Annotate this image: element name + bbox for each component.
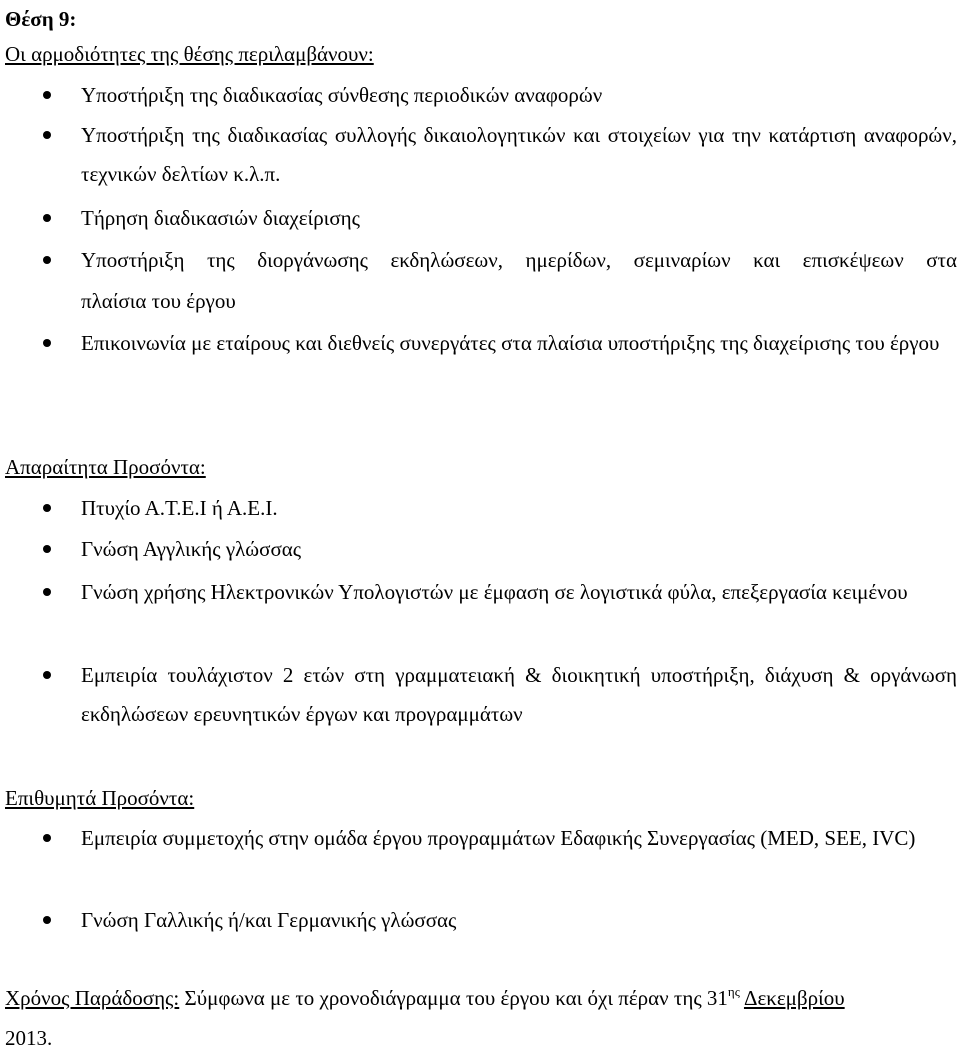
bullet-marker bbox=[43, 131, 51, 139]
bullet-marker bbox=[43, 588, 51, 596]
responsibility-item: Επικοινωνία με εταίρους και διεθνείς συνεργάτες στα πλαίσια υποστήριξης της διαχείρισης του έργου bbox=[81, 331, 940, 355]
desired-item: Γνώση Γαλλικής ή/και Γερμανικής γλώσσας bbox=[81, 908, 457, 932]
bullet-marker bbox=[43, 834, 51, 842]
deadline-month: Δεκεμβρίου bbox=[743, 986, 845, 1010]
deadline-first-line bbox=[5, 985, 845, 1011]
responsibility-item: Τήρηση διαδικασιών διαχείρισης bbox=[81, 206, 360, 230]
required-heading: Απαραίτητα Προσόντα: bbox=[5, 455, 206, 479]
responsibility-item-line2: πλαίσια του έργου bbox=[81, 289, 236, 313]
bullet-marker bbox=[43, 545, 51, 553]
responsibility-item-line1: Υποστήριξη της διοργάνωσης εκδηλώσεων, ημερίδων, σεμιναρίων και επισκέψεων στα bbox=[81, 248, 957, 272]
deadline-text-before: Σύμφωνα με το χρονοδιάγραμμα του έργου και όχι πέραν της 31 bbox=[184, 986, 728, 1010]
bullet-marker bbox=[43, 214, 51, 222]
required-item: Εμπειρία τουλάχιστον 2 ετών στη γραμματειακή & διοικητική υποστήριξη, διάχυση & οργάνωση εκδηλώσεων ερευνητικών έργων και προγραμμάτων bbox=[81, 663, 957, 726]
deadline-line bbox=[5, 985, 957, 1011]
required-item: Γνώση χρήσης Ηλεκτρονικών Υπολογιστών με έμφαση σε λογιστικά φύλα, επεξεργασία κειμένου bbox=[81, 580, 908, 604]
bullet-marker bbox=[43, 91, 51, 99]
desired-heading: Επιθυμητά Προσόντα: bbox=[5, 786, 195, 810]
required-item: Πτυχίο Α.Τ.Ε.Ι ή Α.Ε.Ι. bbox=[81, 496, 278, 520]
bullet-marker bbox=[43, 916, 51, 924]
responsibility-item: Υποστήριξη της διαδικασίας σύνθεσης περιοδικών αναφορών bbox=[81, 83, 603, 107]
deadline-year: 2013. bbox=[5, 1026, 53, 1050]
required-item: Γνώση Αγγλικής γλώσσας bbox=[81, 537, 302, 561]
responsibilities-heading: Οι αρμοδιότητες της θέσης περιλαμβάνουν: bbox=[5, 42, 374, 66]
deadline-superscript: ης bbox=[727, 984, 740, 999]
desired-item: Εμπειρία συμμετοχής στην ομάδα έργου προγραμμάτων Εδαφικής Συνεργασίας (MED, SEE, IVC) bbox=[81, 826, 916, 850]
bullet-marker bbox=[43, 504, 51, 512]
bullet-marker bbox=[43, 256, 51, 264]
bullet-marker bbox=[43, 339, 51, 347]
position-title: Θέση 9: bbox=[5, 7, 77, 31]
deadline-label: Χρόνος Παράδοσης: bbox=[5, 986, 180, 1010]
responsibility-item: Υποστήριξη της διαδικασίας συλλογής δικαιολογητικών και στοιχείων για την κατάρτιση αναφορών, τεχνικών δελτίων κ.λ.π. bbox=[81, 123, 957, 186]
bullet-marker bbox=[43, 671, 51, 679]
